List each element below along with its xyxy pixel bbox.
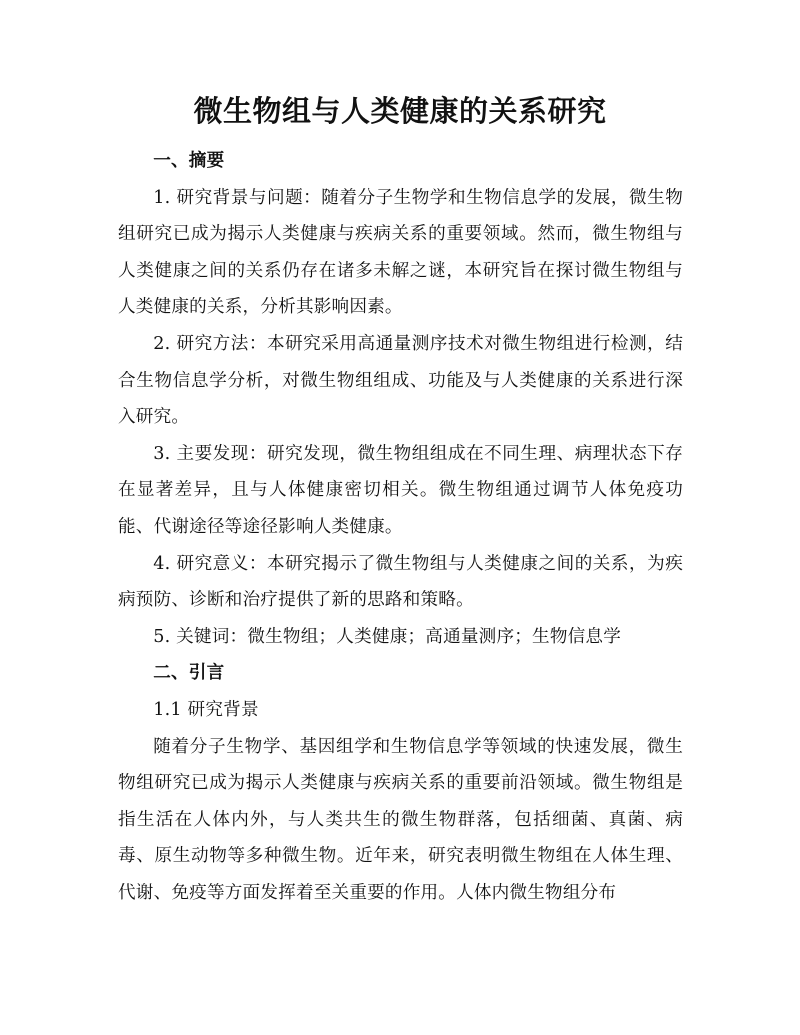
abstract-item: 1. 研究背景与问题：随着分子生物学和生物信息学的发展，微生物组研究已成为揭示人类健康与疾病关系的重要领域。然而，微生物组与人类健康之间的关系仍存在诸多未解之谜，本研究旨在探讨微生物组与人类健康的关系，分析其影响因素。	[118, 187, 683, 318]
abstract-item: 3. 主要发现：研究发现，微生物组组成在不同生理、病理状态下存在显著差异，且与人体健康密切相关。微生物组通过调节人体免疫功能、代谢途径等途径影响人类健康。	[118, 443, 683, 537]
abstract-item: 4. 研究意义：本研究揭示了微生物组与人类健康之间的关系，为疾病预防、诊断和治疗提供了新的思路和策略。	[118, 553, 683, 611]
abstract-item: 5. 关键词：微生物组；人类健康；高通量测序；生物信息学	[153, 626, 622, 647]
intro-heading: 二、引言	[153, 663, 225, 684]
intro-sub-heading: 1.1 研究背景	[153, 699, 259, 720]
document-title: 微生物组与人类健康的关系研究	[193, 94, 607, 128]
abstract-item: 2. 研究方法：本研究采用高通量测序技术对微生物组进行检测，结合生物信息学分析，对微生物组组成、功能及与人类健康的关系进行深入研究。	[118, 333, 683, 428]
intro-paragraph: 随着分子生物学、基因组学和生物信息学等领域的快速发展，微生物组研究已成为揭示人类健康与疾病关系的重要前沿领域。微生物组是指生活在人体内外，与人类共生的微生物群落，包括细菌、真菌、病毒、原生动物等多种微生物。近年来，研究表明微生物组在人体生理、代谢、免疫等方面发挥着至关重要的作用。人体内微生物组分布	[118, 736, 683, 903]
abstract-heading: 一、摘要	[153, 151, 225, 171]
document-body	[118, 143, 683, 911]
